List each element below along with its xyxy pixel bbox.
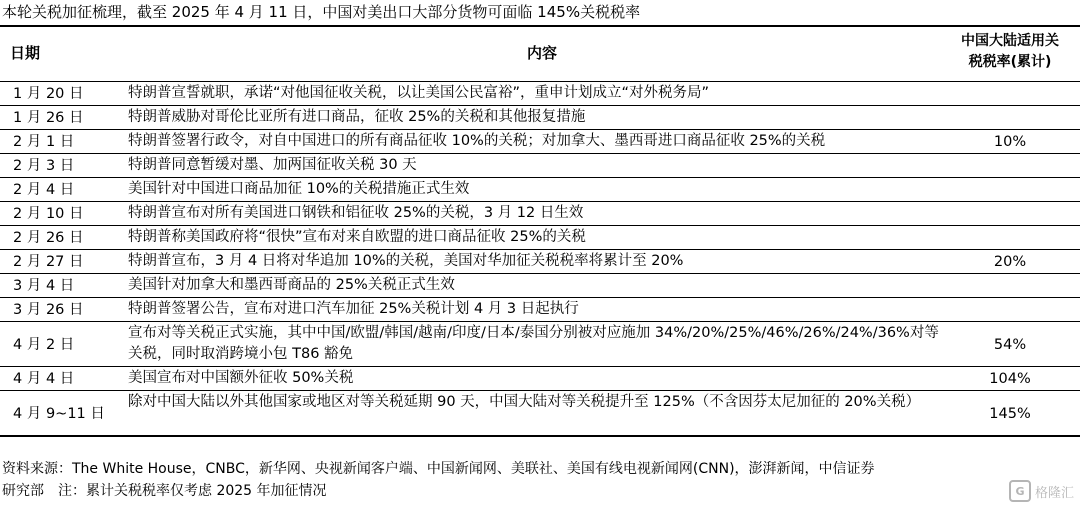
- row-rate: 20%: [993, 254, 1027, 270]
- table-row: [0, 202, 1080, 226]
- row-date: 2 月 1 日: [13, 134, 75, 150]
- table-row: [0, 82, 1080, 106]
- header-date: 日期: [10, 44, 41, 62]
- table-body: [0, 82, 1080, 437]
- table-row: [0, 250, 1080, 274]
- header-rate-line1: 中国大陆适用关: [961, 33, 1059, 49]
- table-header: [0, 25, 1080, 82]
- row-date: 4 月 9~11 日: [13, 405, 105, 422]
- row-content: 特朗普签署公告，宣布对进口汽车加征 25%关税计划 4 月 3 日起执行: [128, 301, 579, 317]
- source-line-1: 资料来源：The White House，CNBC，新华网、央视新闻客户端、中国新闻网、美联社、美国有线电视新闻网(CNN)，澎湃新闻，中信证券: [2, 461, 875, 477]
- row-date: 2 月 10 日: [13, 206, 84, 222]
- table-row: [0, 154, 1080, 178]
- row-date: 2 月 27 日: [13, 254, 84, 270]
- row-content: 美国针对中国进口商品加征 10%的关税措施正式生效: [128, 181, 470, 197]
- row-rate: 145%: [989, 405, 1031, 422]
- table-row: [0, 178, 1080, 202]
- row-date: 3 月 26 日: [13, 302, 84, 318]
- row-date: 2 月 4 日: [13, 182, 75, 198]
- row-content: 特朗普宣誓就职，承诺“对他国征收关税，以让美国公民富裕”，重申计划成立“对外税务局”: [128, 85, 710, 101]
- source-note: [2, 458, 1012, 502]
- watermark-text: 格隆汇: [1034, 485, 1074, 501]
- row-content: 美国针对加拿大和墨西哥商品的 25%关税正式生效: [128, 277, 455, 293]
- row-date: 1 月 26 日: [13, 110, 84, 126]
- row-content: 特朗普宣布，3 月 4 日将对华追加 10%的关税，美国对华加征关税税率将累计至 20%: [128, 253, 684, 269]
- row-content: 特朗普称美国政府将“很快”宣布对来自欧盟的进口商品征收 25%的关税: [128, 229, 586, 245]
- source-line-2: 研究部 注：累计关税税率仅考虑 2025 年加征情况: [2, 483, 327, 499]
- row-content: 宣布对等关税正式实施，其中中国/欧盟/韩国/越南/印度/日本/泰国分别被对应施加 34%/20%/25%/46%/26%/24%/36%对等关税，同时取消跨境小包 T86 豁免: [128, 325, 939, 362]
- header-rate: [943, 31, 1077, 73]
- table-row: [0, 226, 1080, 250]
- header-rate-line2: 税税率(累计): [968, 54, 1052, 70]
- row-date: 1 月 20 日: [13, 86, 84, 102]
- table-row: [0, 391, 1080, 437]
- watermark-logo-icon: G: [1009, 480, 1031, 502]
- tariff-table: [0, 25, 1080, 437]
- header-content: 内容: [527, 44, 558, 62]
- row-content: 特朗普威胁对哥伦比亚所有进口商品，征收 25%的关税和其他报复措施: [128, 109, 586, 125]
- row-content: 特朗普同意暂缓对墨、加两国征收关税 30 天: [128, 157, 417, 173]
- page-title: 本轮关税加征梳理，截至 2025 年 4 月 11 日，中国对美出口大部分货物可面临 145%关税税率: [2, 3, 641, 21]
- row-content: 特朗普签署行政令，对自中国进口的所有商品征收 10%的关税；对加拿大、墨西哥进口商品征收 25%的关税: [128, 133, 826, 149]
- row-date: 3 月 4 日: [13, 278, 75, 294]
- row-rate: 54%: [993, 336, 1027, 353]
- watermark: [1009, 480, 1074, 502]
- table-row: [0, 274, 1080, 298]
- row-date: 2 月 3 日: [13, 158, 75, 174]
- table-row: [0, 130, 1080, 154]
- row-content: 除对中国大陆以外其他国家或地区对等关税延期 90 天，中国大陆对等关税提升至 125%（不含因芬太尼加征的 20%关税）: [128, 394, 921, 410]
- table-row: [0, 367, 1080, 391]
- row-rate: 10%: [993, 134, 1027, 150]
- table-row: [0, 298, 1080, 322]
- row-date: 2 月 26 日: [13, 230, 84, 246]
- table-row: [0, 322, 1080, 367]
- table-row: [0, 106, 1080, 130]
- row-date: 4 月 2 日: [13, 336, 75, 353]
- row-content: 特朗普宣布对所有美国进口钢铁和铝征收 25%的关税，3 月 12 日生效: [128, 205, 584, 221]
- row-rate: 104%: [989, 371, 1031, 387]
- row-date: 4 月 4 日: [13, 371, 75, 387]
- row-content: 美国宣布对中国额外征收 50%关税: [128, 370, 354, 386]
